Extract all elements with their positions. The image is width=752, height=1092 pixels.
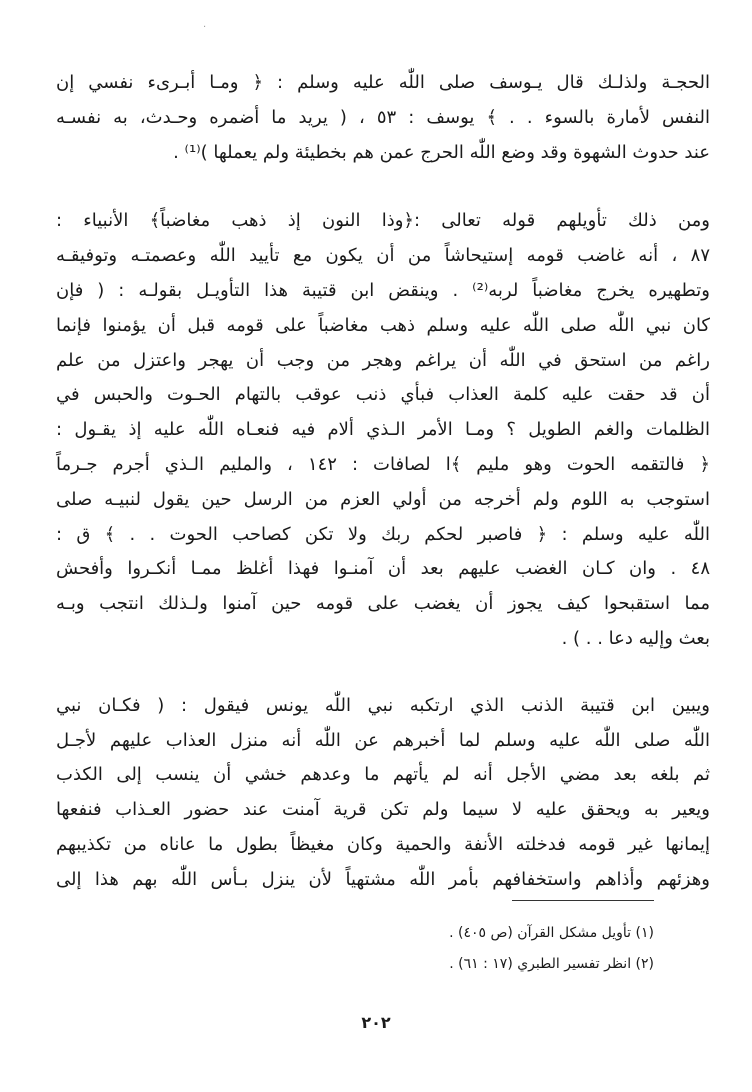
paragraph: [56, 689, 710, 898]
text-line: مما استقبحوا كيف يجوز أن يغضب على قومه حين آمنوا ولـذلك انتجب وبـه: [56, 593, 710, 615]
text-line: بعث وإليه دعا . . ) .: [561, 627, 710, 649]
footnotes: [380, 918, 654, 980]
text-line: ويبين ابن قتيبة الذنب الذي ارتكبه نبي اللّٰه يونس فيقول : ( فكـان نبي: [56, 694, 710, 716]
text-line: النفس لأمارة بالسوء . . ﴾ يوسف : ٥٣ ، ( يريد ما أضمره وحـدث، به نفسـه: [56, 106, 710, 128]
text-line: راغم من استحق في اللّٰه أن يراغم وهجر من وجب أن يهجر واعتزل من علم: [56, 349, 710, 371]
text-line: اللّٰه صلى اللّٰه عليه وسلم لما أخبرهم عن اللّٰه أنه منزل العذاب عليهم لأجـل: [56, 729, 710, 751]
page-number: ٢٠٢: [361, 1013, 391, 1032]
footnote-divider: [512, 900, 654, 901]
text-line: ٨٧ ، أنه غاضب قومه إستيحاشاً من أن يكون مع تأييد اللّٰه وعصمتـه وتوفيقـه: [56, 245, 710, 267]
text-line: ثم بلغه بعد مضي الأجل أنه لم يأتهم ما وعدهم خشي أن ينسب إلى الكذب: [56, 764, 710, 786]
text-line: ﴿ فالتقمه الحوت وهو مليم ﴾ا لصافات : ١٤٢ ، والمليم الـذي أجرم جـرماً: [56, 453, 710, 475]
scan-mark: ·: [203, 22, 207, 33]
paragraph: [56, 204, 710, 656]
text-line: استوجب به اللوم ولم أخرجه من أولي العزم من الرسل حين يقول لنبيـه صلى: [56, 488, 710, 510]
text-line: أن قد حقت عليه كلمة العذاب فبأي ذنب عوقب بالتهام الحـوت والحبس في: [56, 384, 710, 406]
text-line: إيمانها غير قومه فدخلته الأنفة والحمية وكان مغيظاً بطول ما عاناه من تكذيبهم: [56, 833, 710, 855]
text-line: الظلمات والغم الطويل ؟ ومـا الأمر الـذي ألام فيه فنعـاه اللّٰه عليه إذ يقـول :: [56, 419, 710, 441]
text-line: وتطهيره يخرج مغاضباً لربه⁽²⁾ . وينقض ابن قتيبة هذا التأويـل بقولـه : ( فإن: [56, 279, 710, 301]
footnote: (٢) انظر تفسير الطبري (١٧ : ٦١) .: [449, 956, 654, 972]
text-line: عند حدوث الشهوة وقد وضع اللّٰه الحرج عمن هم بخطيئة ولم يعملها )⁽¹⁾ .: [173, 141, 710, 163]
text-line: الحجـة ولذلـك قال يـوسف صلى اللّٰه عليه وسلم : ﴿ ومـا أبـرىء نفسي إن: [56, 72, 710, 93]
text-line: ويعير به ويحقق عليه لا سيما ولم تكن قرية آمنت عند حضور العـذاب فنفعها: [56, 799, 710, 821]
text-line: ٤٨ . وان كـان الغضب عليهم بعد أن آمنـوا فهذا أغلظ ممـا أنكـروا وأفحش: [56, 558, 710, 580]
text-line: كان نبي اللّٰه صلى اللّٰه عليه وسلم ذهب مغاضباً على قومه قبل أن يؤمنوا فإنما: [56, 314, 710, 336]
text-line: اللّٰه عليه وسلم : ﴿ فاصبر لحكم ربك ولا تكن كصاحب الحوت . . ﴾ ق :: [56, 523, 710, 545]
footnote: (١) تأويل مشكل القرآن (ص ٤٠٥) .: [449, 925, 654, 941]
text-line: وهزئهم وأذاهم واستخفافهم بأمر اللّٰه مشتهياً لأن ينزل بـأس اللّٰه بهم هذا إلى: [56, 868, 710, 890]
page-body: [56, 56, 710, 898]
text-line: ومن ذلك تأويلهم قوله تعالى :﴿وذا النون إذ ذهب مغاضباً﴾ الأنبياء :: [56, 210, 710, 232]
paragraph: [56, 66, 710, 170]
